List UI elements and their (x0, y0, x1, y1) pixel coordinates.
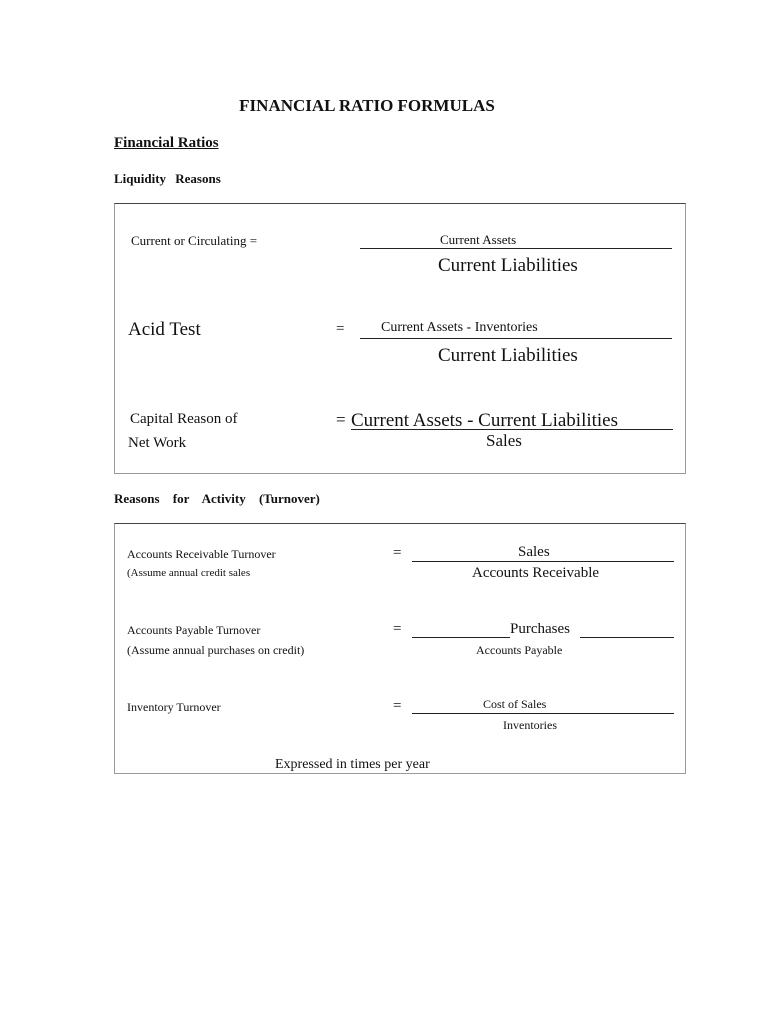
expressed-note: Expressed in times per year (275, 757, 430, 772)
receivable-turnover-denominator: Accounts Receivable (472, 565, 600, 581)
acid-test-equals: = (336, 321, 345, 337)
current-ratio-fraction-bar (360, 248, 672, 249)
receivable-turnover-note: (Assume annual credit sales (127, 567, 251, 579)
payable-turnover-label: Accounts Payable Turnover (127, 623, 261, 637)
current-ratio-label: Current or Circulating = (131, 233, 258, 248)
inventory-turnover-equals: = (393, 698, 402, 714)
acid-test-fraction-bar (360, 338, 672, 339)
payable-turnover-bar-right (580, 637, 674, 638)
inventory-turnover-fraction-bar (412, 713, 674, 714)
payable-turnover-bar-left (412, 637, 510, 638)
activity-heading: Reasons for Activity (Turnover) (114, 491, 320, 506)
receivable-turnover-equals: = (393, 545, 402, 561)
receivable-turnover-numerator: Sales (518, 544, 550, 560)
acid-test-numerator: Current Assets - Inventories (381, 320, 538, 335)
payable-turnover-numerator: Purchases (510, 621, 570, 637)
capital-reason-label-line1: Capital Reason of (130, 411, 238, 427)
section-heading: Financial Ratios (114, 135, 219, 151)
capital-reason-fraction-bar (351, 429, 673, 430)
capital-reason-label-line2: Net Work (128, 435, 187, 451)
receivable-turnover-fraction-bar (412, 561, 674, 562)
inventory-turnover-denominator: Inventories (503, 718, 557, 732)
acid-test-denominator: Current Liabilities (438, 345, 578, 366)
current-ratio-denominator: Current Liabilities (438, 255, 578, 276)
page-title: FINANCIAL RATIO FORMULAS (239, 96, 495, 115)
liquidity-heading: Liquidity Reasons (114, 171, 221, 186)
capital-reason-equals: = (336, 410, 346, 429)
receivable-turnover-label: Accounts Receivable Turnover (127, 547, 276, 561)
payable-turnover-note: (Assume annual purchases on credit) (127, 643, 305, 657)
capital-reason-denominator: Sales (486, 431, 522, 450)
current-ratio-numerator: Current Assets (440, 232, 517, 247)
payable-turnover-equals: = (393, 621, 402, 637)
acid-test-label: Acid Test (128, 319, 201, 340)
payable-turnover-denominator: Accounts Payable (476, 643, 563, 657)
capital-reason-numerator: Current Assets - Current Liabilities (351, 410, 619, 431)
inventory-turnover-label: Inventory Turnover (127, 700, 221, 714)
inventory-turnover-numerator: Cost of Sales (483, 697, 547, 711)
